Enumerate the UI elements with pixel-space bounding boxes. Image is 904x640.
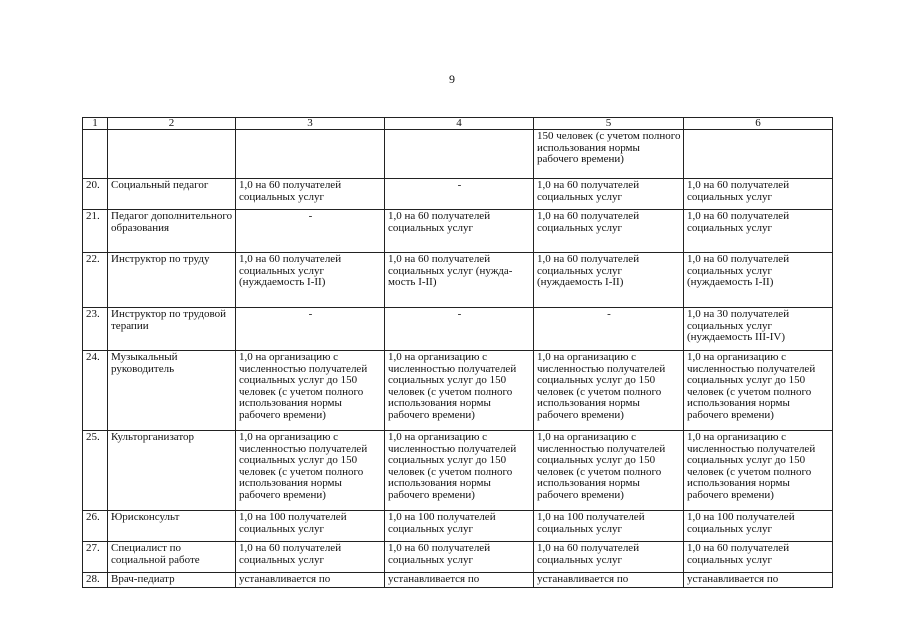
position-name: Специалист по социальной работе (108, 542, 236, 573)
table-row (83, 511, 833, 542)
row-number: 22. (83, 253, 108, 308)
norm-cell: 1,0 на 60 получателей социальных услуг (385, 542, 534, 573)
norm-cell (236, 130, 385, 179)
norm-cell: 1,0 на организацию с численностью получателей социальных услуг до 150 человек (с учетом полного использования нормы рабочего времени) (236, 431, 385, 511)
norm-cell: 1,0 на организацию с численностью получателей социальных услуг до 150 человек (с учетом полного использования нормы рабочего времени) (236, 351, 385, 431)
norm-cell: 1,0 на 60 получателей социальных услуг (нуждаемость I-II) (236, 253, 385, 308)
norm-cell: 1,0 на 60 получателей социальных услуг (нуждаемость I-II) (684, 253, 833, 308)
row-number: 23. (83, 308, 108, 351)
norm-cell: 1,0 на 100 получателей социальных услуг (385, 511, 534, 542)
norm-cell: 1,0 на организацию с численностью получателей социальных услуг до 150 человек (с учетом полного использования нормы рабочего времени) (684, 351, 833, 431)
norm-cell: 1,0 на 60 получателей социальных услуг (236, 179, 385, 210)
norm-cell: устанавливается по (236, 573, 385, 588)
norm-cell: устанавливается по (684, 573, 833, 588)
norm-cell: - (534, 308, 684, 351)
row-number: 27. (83, 542, 108, 573)
staffing-table (82, 117, 833, 588)
norm-cell: 150 человек (с учетом полного использования нормы рабочего времени) (534, 130, 684, 179)
position-name: Педагог дополнительного образования (108, 210, 236, 253)
table-row (83, 573, 833, 588)
norm-cell: - (236, 308, 385, 351)
norm-cell: 1,0 на 60 получателей социальных услуг (385, 210, 534, 253)
column-number-row (83, 118, 833, 130)
norm-cell: 1,0 на организацию с численностью получателей социальных услуг до 150 человек (с учетом полного использования нормы рабочего времени) (534, 431, 684, 511)
norm-cell (385, 130, 534, 179)
norm-cell: 1,0 на 60 получателей социальных услуг (534, 179, 684, 210)
norm-cell (684, 130, 833, 179)
row-number: 24. (83, 351, 108, 431)
norm-cell: 1,0 на 60 получателей социальных услуг (534, 210, 684, 253)
column-header: 3 (236, 118, 385, 130)
norm-cell: 1,0 на 60 получателей социальных услуг (236, 542, 385, 573)
page-number: 9 (449, 72, 455, 86)
position-name (108, 130, 236, 179)
norm-cell: 1,0 на 60 получателей социальных услуг (нуждаемость I-II) (534, 253, 684, 308)
norm-cell: 1,0 на 60 получателей социальных услуг (534, 542, 684, 573)
row-number: 25. (83, 431, 108, 511)
norm-cell: 1,0 на организацию с численностью получателей социальных услуг до 150 человек (с учетом полного использования нормы рабочего времени) (385, 431, 534, 511)
norm-cell: - (236, 210, 385, 253)
column-header: 6 (684, 118, 833, 130)
norm-cell: 1,0 на 60 получателей социальных услуг (684, 542, 833, 573)
position-name: Инструктор по труду (108, 253, 236, 308)
column-header: 1 (83, 118, 108, 130)
norm-cell: 1,0 на организацию с численностью получателей социальных услуг до 150 человек (с учетом полного использования нормы рабочего времени) (684, 431, 833, 511)
norm-cell: - (385, 179, 534, 210)
norm-cell: устанавливается по (385, 573, 534, 588)
position-name: Инструктор по трудовой терапии (108, 308, 236, 351)
table-row (83, 542, 833, 573)
position-name: Врач-педиатр (108, 573, 236, 588)
table-row (83, 130, 833, 179)
table-row (83, 351, 833, 431)
norm-cell: 1,0 на 30 получателей социальных услуг (нуждаемость III-IV) (684, 308, 833, 351)
position-name: Юрисконсульт (108, 511, 236, 542)
row-number: 26. (83, 511, 108, 542)
norm-cell: 1,0 на организацию с численностью получателей социальных услуг до 150 человек (с учетом полного использования нормы рабочего времени) (534, 351, 684, 431)
table-row (83, 179, 833, 210)
norm-cell: 1,0 на 100 получателей социальных услуг (534, 511, 684, 542)
column-header: 5 (534, 118, 684, 130)
table-row (83, 210, 833, 253)
position-name: Музыкальный руководитель (108, 351, 236, 431)
column-header: 4 (385, 118, 534, 130)
row-number: 20. (83, 179, 108, 210)
norm-cell: 1,0 на организацию с численностью получателей социальных услуг до 150 человек (с учетом полного использования нормы рабочего времени) (385, 351, 534, 431)
norm-cell: устанавливается по (534, 573, 684, 588)
norm-cell: 1,0 на 60 получателей социальных услуг (684, 210, 833, 253)
row-number: 28. (83, 573, 108, 588)
position-name: Социальный педагог (108, 179, 236, 210)
column-header: 2 (108, 118, 236, 130)
row-number (83, 130, 108, 179)
norm-cell: 1,0 на 60 получателей социальных услуг (684, 179, 833, 210)
position-name: Культорганизатор (108, 431, 236, 511)
table-row (83, 253, 833, 308)
norm-cell: - (385, 308, 534, 351)
norm-cell: 1,0 на 100 получателей социальных услуг (684, 511, 833, 542)
norm-cell: 1,0 на 100 получателей социальных услуг (236, 511, 385, 542)
norm-cell: 1,0 на 60 получателей социальных услуг (нужда-мость I-II) (385, 253, 534, 308)
table-row (83, 308, 833, 351)
row-number: 21. (83, 210, 108, 253)
table-row (83, 431, 833, 511)
